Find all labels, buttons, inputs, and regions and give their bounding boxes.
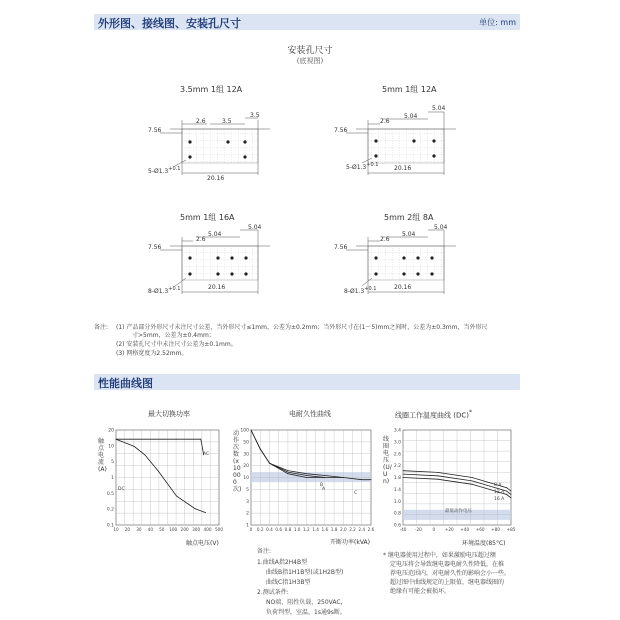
x-tick-label: 0.8 (284, 527, 292, 532)
holes-label: $8-Ø1.3^{+0.1}$ (344, 286, 377, 295)
y-tick-label: 1 (111, 476, 114, 481)
curve-label: A (322, 487, 326, 492)
x-tick-label: 40 (147, 527, 154, 532)
chart3-title: 线圈工作温度曲线 (DC)* (395, 409, 472, 420)
data-point (288, 473, 289, 474)
data-point (324, 477, 325, 478)
y-tick-label: 50 (243, 440, 249, 446)
mounting-title: 安装孔尺寸 (287, 46, 333, 56)
holes-label: $5-Ø1.3^{+0.1}$ (148, 166, 181, 175)
data-point (306, 473, 307, 474)
y-tick-label: 1.4 (393, 487, 401, 493)
x-tick-label: 0 (249, 527, 253, 532)
x-tick-label: 300 (192, 527, 201, 532)
drawing-1-title: 3.5mm 1组 12A (180, 85, 243, 94)
legend-line-2: 曲线B指1H1B型(或1H2B型) (266, 569, 344, 576)
y-tick-label: 5 (111, 460, 114, 466)
right-note-2: 定电压将会导致继电器电耐久性降低，在推 (390, 561, 505, 568)
chart2-title: 电耐久性曲线 (289, 410, 331, 418)
dim-c: 5.04 (434, 224, 448, 231)
data-point (306, 475, 307, 476)
data-point (134, 446, 135, 447)
x-tick-label: 100 (169, 527, 178, 532)
y-tick-label: 10 (108, 444, 114, 450)
y-tick-label: 0.8 (393, 511, 401, 517)
x-tick-label: 400 (203, 527, 212, 532)
x-tick-label: +20 (444, 527, 454, 532)
data-point (269, 463, 270, 464)
drawing-4-title: 5mm 2组 8A (384, 213, 434, 222)
x-tick-label: 2.2 (349, 527, 356, 532)
x-tick-label: 1.6 (321, 527, 329, 532)
x-tick-label: 20 (124, 527, 131, 532)
dim-bottom: 20.16 (394, 165, 412, 172)
dim-a: 2.6 (196, 118, 206, 125)
y-tick-label: 20 (108, 428, 114, 434)
x-tick-label: +40 (460, 527, 470, 532)
x-tick-label: 2.4 (358, 527, 366, 532)
data-point (288, 472, 289, 473)
curve-label: AC (203, 452, 210, 457)
data-point (511, 497, 512, 498)
data-point (343, 477, 344, 478)
chart1-ylabel: 触点电流 (A) (98, 438, 107, 473)
y-tick-label: 30 (243, 452, 249, 458)
y-tick-label: 1.8 (393, 476, 401, 481)
drawing-3-title: 5mm 1组 16A (180, 213, 235, 222)
shaded-band (251, 472, 371, 482)
x-tick-label: +60 (475, 527, 485, 532)
data-point (403, 474, 404, 475)
data-point (176, 439, 177, 440)
chart2-ylabel: 动作次数(x10000次) (233, 430, 242, 493)
notes-label: 备注: (94, 324, 109, 331)
x-tick-label: 50 (159, 527, 165, 532)
holes-label: $8-Ø1.3^{+0.1}$ (148, 286, 181, 295)
x-tick-label: 0.6 (275, 527, 283, 532)
dim-side: 7.56 (148, 127, 162, 134)
curve-label: C (354, 491, 358, 496)
y-tick-label: 0.5 (106, 491, 114, 497)
chart2-xlabel: 开断功率(kVA) (330, 539, 370, 546)
x-tick-label: -20 (415, 527, 422, 532)
x-tick-label: -40 (399, 527, 407, 532)
chart3-xlabel: 环境温度(85°C) (462, 540, 506, 547)
data-point (437, 475, 438, 476)
data-point (251, 430, 252, 431)
data-point (403, 470, 404, 471)
x-tick-label: 0.2 (256, 527, 264, 532)
y-tick-label: 5 (246, 487, 249, 493)
legend-line-5: NO端，阻性负载，250VAC， (266, 599, 347, 606)
data-point (472, 480, 473, 481)
dim-c: 5.04 (432, 105, 446, 112)
data-point (158, 471, 159, 472)
data-point (116, 439, 117, 440)
note-2: (2) 安装孔尺寸中未注尺寸公差为±0.1mm。 (116, 341, 237, 348)
section-title: 外形图、接线图、安装孔尺寸 (98, 17, 241, 30)
data-point (489, 482, 490, 483)
x-tick-label: +85 (506, 527, 516, 532)
data-point (260, 449, 261, 450)
y-tick-label: 1.0 (393, 499, 401, 505)
right-note-5: 绝缘有可能会被损坏。 (390, 588, 451, 595)
dim-a: 2.6 (196, 236, 206, 243)
dim-c: 5.04 (248, 224, 262, 231)
x-tick-label: 1.8 (330, 527, 338, 532)
chart1-title: 最大切换功率 (148, 410, 190, 418)
dim-a: 2.6 (380, 236, 390, 243)
x-tick-label: 200 (180, 527, 189, 532)
data-point (361, 479, 362, 480)
dim-b: 5.04 (404, 113, 418, 120)
x-tick-label: 2.6 (367, 527, 375, 532)
y-tick-label: 0.2 (106, 507, 114, 513)
data-point (437, 472, 438, 473)
curve-label: 12 A (494, 490, 505, 495)
dim-bottom: 20.16 (208, 284, 226, 291)
y-tick-label: 3 (246, 499, 249, 505)
chart3-ylabel: 线圈电压(U/Un) (383, 436, 392, 485)
dim-bottom: 20.16 (207, 175, 225, 182)
x-tick-label: 500 (215, 527, 223, 532)
mounting-subtitle: (底视图) (296, 57, 324, 65)
x-tick-label: 1.4 (312, 527, 319, 532)
data-point (489, 489, 490, 490)
data-point (205, 512, 206, 513)
x-tick-label: 1.2 (303, 527, 310, 532)
curve-label: DC (118, 487, 125, 492)
y-tick-label: 0.6 (393, 523, 401, 529)
right-note-1: * 继电器使用过程中，如果激励电压超过额 (383, 552, 496, 559)
data-point (472, 484, 473, 485)
right-note-3: 荐电压范围内，对电耐久性的影响会小一些。 (390, 570, 511, 577)
x-tick-label: 1.0 (293, 527, 301, 532)
y-tick-label: 2 (246, 511, 249, 517)
data-point (194, 508, 195, 509)
y-tick-label: 1 (246, 523, 249, 529)
y-tick-label: 10 (243, 476, 249, 481)
data-point (506, 491, 507, 492)
data-point (506, 487, 507, 488)
data-point (511, 491, 512, 492)
section-title: 性能曲线图 (98, 377, 153, 390)
data-point (200, 439, 201, 440)
curve-label: B (320, 483, 324, 488)
dim-a: 2.6 (380, 118, 390, 125)
curve-label: 16 A (494, 497, 505, 502)
curve-label: 最低动作电压 (445, 509, 472, 514)
data-point (437, 479, 438, 480)
y-tick-label: 100 (240, 428, 249, 434)
dim-bottom: 20.16 (394, 284, 412, 291)
data-point (306, 477, 307, 478)
data-point (489, 486, 490, 487)
x-tick-label: 0.4 (266, 527, 273, 532)
legend-line-3: 曲线C指1H3B型 (266, 579, 311, 586)
chart1-xlabel: 触点电压(V) (186, 540, 219, 547)
y-tick-label: 2.2 (393, 464, 401, 470)
legend-line-1: 1.曲线A指2H4B型 (257, 559, 308, 566)
note-3: (3) 网格宽度为2.52mm。 (116, 350, 188, 357)
data-point (403, 477, 404, 478)
drawing-2-title: 5mm 1组 12A (382, 85, 437, 94)
data-point (145, 454, 146, 455)
x-tick-label: 0 (432, 527, 436, 532)
right-note-4: 超过图中曲线规定的上限值，继电器线圈的 (390, 579, 505, 586)
y-tick-label: 3.0 (393, 440, 401, 446)
legend-title: 备注: (257, 548, 272, 555)
data-point (288, 470, 289, 471)
curve-label: 8 A (494, 483, 502, 488)
legend-line-6: 负荷判型，室温，1s通9s断。 (266, 609, 346, 616)
dim-side: 7.56 (148, 244, 162, 251)
holes-label: $5-Ø1.3^{+0.1}$ (346, 162, 379, 171)
dim-side: 7.56 (334, 127, 348, 134)
data-point (511, 494, 512, 495)
data-point (176, 496, 177, 497)
dim-side: 7.56 (334, 244, 348, 251)
dim-b: 5.04 (208, 231, 222, 238)
legend-line-4: 2.测试条件: (257, 589, 289, 596)
data-point (472, 477, 473, 478)
data-point (324, 475, 325, 476)
y-tick-label: 0.1 (106, 523, 114, 529)
y-tick-label: 2.6 (393, 452, 401, 458)
x-tick-label: +80 (491, 527, 500, 532)
unit-label: 单位: mm (479, 18, 516, 27)
dim-b: 3.5 (222, 118, 232, 125)
data-point (371, 479, 372, 480)
y-tick-label: 3.4 (393, 428, 401, 434)
y-tick-label: 20 (243, 464, 249, 470)
note-1a: (1) 产品部分外形尺寸未注尺寸公差，当外形尺寸≤1mm，公差为±0.2mm；当外形尺寸在(1～5)mm之间时，公差为±0.3mm，当外形尺 (116, 324, 488, 331)
x-tick-label: 2.0 (339, 527, 347, 532)
dim-b: 5.04 (402, 231, 416, 238)
data-point (506, 494, 507, 495)
x-tick-label: 10 (113, 527, 119, 532)
x-tick-label: 30 (136, 527, 142, 532)
dim-c: 3.5 (250, 112, 260, 119)
note-1b: 寸>5mm，公差为±0.4mm； (132, 332, 215, 339)
